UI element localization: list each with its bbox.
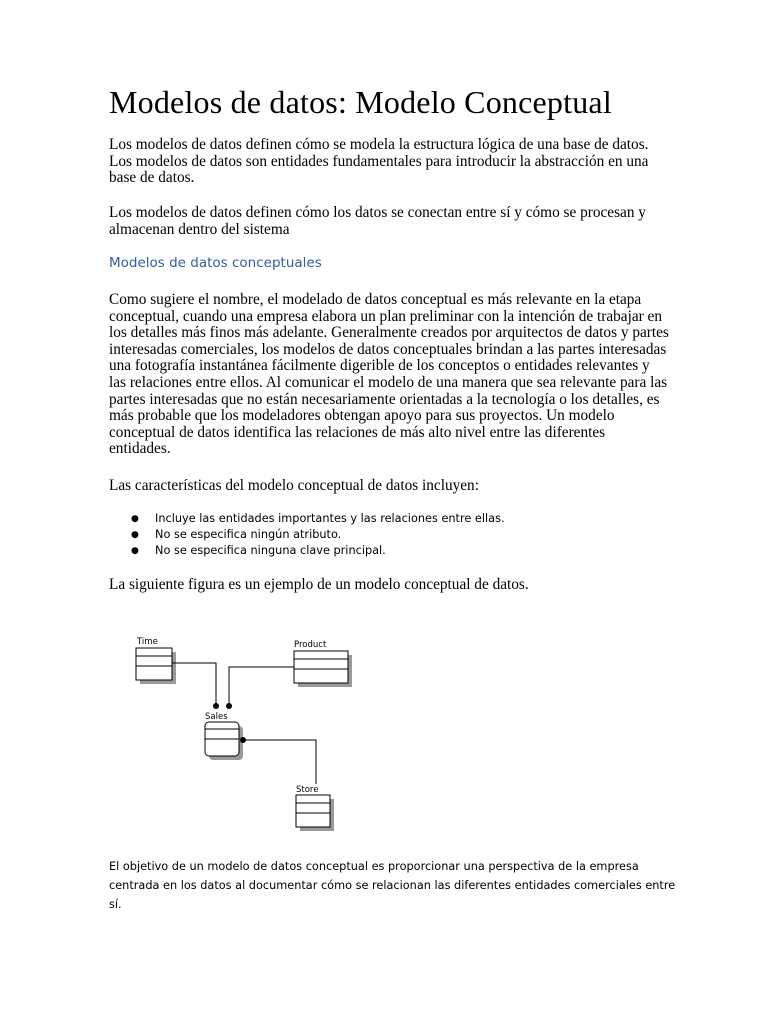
- entity-label: Time: [137, 637, 158, 647]
- relationship-time-sales: [172, 663, 219, 709]
- figure-intro: La siguiente figura es un ejemplo de un modelo conceptual de datos.: [109, 576, 529, 593]
- conceptual-paragraph: Como sugiere el nombre, el modelado de datos conceptual es más relevante en la etapa conceptual, cuando una empresa elabora un plan preliminar con la intención de trabajar en los detalles más finos más adelante. Generalmente creados por arquitectos de datos y partes interesadas comerciales, los modelos de datos conceptuales brindan a las partes interesadas una fotografía instantánea fácilmente digerible de los conceptos o entidades relevantes y las relaciones entre ellos. Al comunicar el modelo de una manera que sea relevante para las partes interesadas que no están necesariamente orientadas a la tecnología o los detalles, es más probable que los modeladores obtengan apoyo para sus proyectos. Un modelo conceptual de datos identifica las relaciones de más alto nivel entre las diferentes entidades.: [109, 291, 669, 458]
- characteristics-list: [109, 511, 505, 559]
- relationship-sales-store: [240, 737, 316, 784]
- entity-label: Store: [296, 785, 319, 795]
- entity-product: [294, 640, 352, 687]
- conceptual-model-diagram: [0, 600, 768, 850]
- list-item: ● No se especifica ningún atributo.: [109, 527, 505, 543]
- relationship-product-sales: [226, 667, 294, 709]
- entity-label: Product: [294, 640, 327, 650]
- intro-paragraph: Los modelos de datos definen cómo se modela la estructura lógica de una base de datos. Los modelos de datos son entidades fundamentales para introducir la abstracción en una base de datos.: [109, 136, 649, 187]
- second-paragraph: Los modelos de datos definen cómo los datos se conectan entre sí y cómo se procesan y almacenan dentro del sistema: [109, 204, 646, 238]
- list-item: ● No se especifica ninguna clave principal.: [109, 543, 505, 559]
- list-item: ● Incluye las entidades importantes y las relaciones entre ellas.: [109, 511, 505, 527]
- page-title: Modelos de datos: Modelo Conceptual: [109, 84, 612, 120]
- closing-paragraph: El objetivo de un modelo de datos conceptual es proporcionar una perspectiva de la empresa centrada en los datos al documentar cómo se relacionan las diferentes entidades comerciales entre sí.: [109, 860, 676, 911]
- characteristics-intro: Las características del modelo conceptual de datos incluyen:: [109, 477, 479, 494]
- cardinality-dot: [240, 737, 246, 743]
- cardinality-dot: [226, 703, 232, 709]
- entity-label: Sales: [205, 712, 228, 722]
- entity-time: [136, 637, 176, 684]
- section-heading: Modelos de datos conceptuales: [109, 255, 322, 271]
- entity-sales: [205, 712, 243, 760]
- entity-store: [296, 785, 334, 831]
- cardinality-dot: [213, 703, 219, 709]
